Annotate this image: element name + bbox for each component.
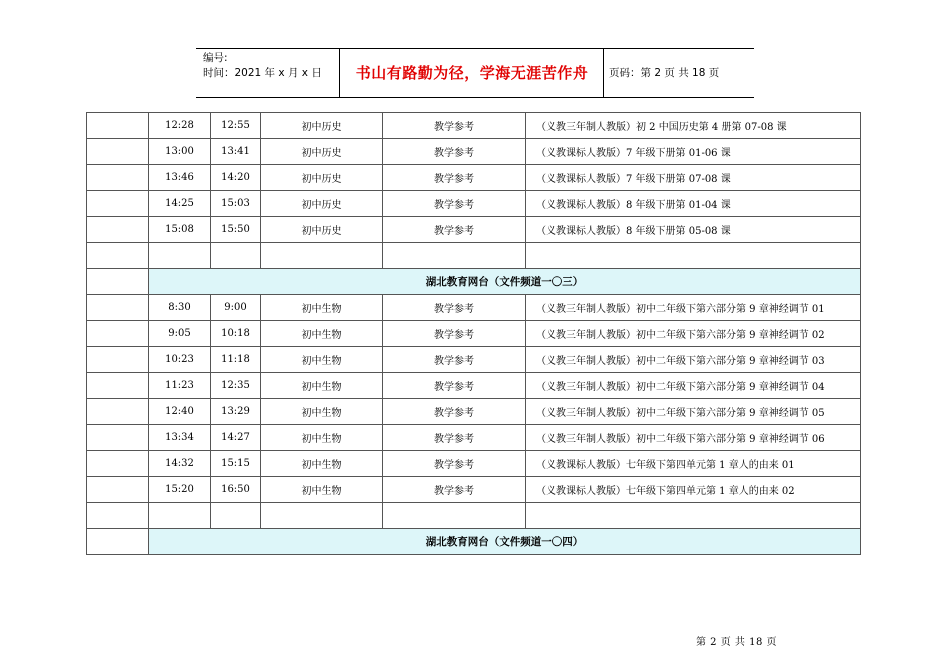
category-cell: 教学参考 — [383, 451, 526, 477]
category-cell — [383, 503, 526, 529]
subject-cell: 初中生物 — [261, 399, 383, 425]
category-cell: 教学参考 — [383, 113, 526, 139]
start-time-cell: 12:40 — [149, 399, 211, 425]
page-footer: 第 2 页 共 18 页 — [696, 637, 777, 648]
table-row — [87, 399, 861, 425]
header-divider-right — [603, 48, 604, 98]
category-cell: 教学参考 — [383, 399, 526, 425]
start-time-cell: 10:23 — [149, 347, 211, 373]
table-row — [87, 295, 861, 321]
table-row — [87, 373, 861, 399]
category-cell: 教学参考 — [383, 373, 526, 399]
subject-cell: 初中生物 — [261, 347, 383, 373]
description-cell: （义教三年制人教版）初 2 中国历史第 4 册第 07-08 课 — [526, 113, 861, 139]
start-time-cell: 8:30 — [149, 295, 211, 321]
category-cell — [383, 243, 526, 269]
subject-cell: 初中生物 — [261, 373, 383, 399]
section-title: 湖北教育网台（文件频道一〇四） — [149, 529, 861, 555]
start-time-cell: 14:25 — [149, 191, 211, 217]
category-cell: 教学参考 — [383, 165, 526, 191]
category-cell: 教学参考 — [383, 425, 526, 451]
table-row — [87, 165, 861, 191]
table-row — [87, 217, 861, 243]
start-time-cell — [149, 503, 211, 529]
description-cell: （义教三年制人教版）初中二年级下第六部分第 9 章神经调节 04 — [526, 373, 861, 399]
description-cell: （义教课标人教版）七年级下第四单元第 1 章人的由来 01 — [526, 451, 861, 477]
channel-cell — [87, 269, 149, 295]
end-time-cell — [211, 243, 261, 269]
description-cell: （义教三年制人教版）初中二年级下第六部分第 9 章神经调节 02 — [526, 321, 861, 347]
channel-cell — [87, 191, 149, 217]
empty-row — [87, 243, 861, 269]
end-time-cell: 13:29 — [211, 399, 261, 425]
end-time-cell: 14:27 — [211, 425, 261, 451]
subject-cell: 初中历史 — [261, 165, 383, 191]
subject-cell: 初中生物 — [261, 451, 383, 477]
description-cell: （义教三年制人教版）初中二年级下第六部分第 9 章神经调节 01 — [526, 295, 861, 321]
description-cell: （义教三年制人教版）初中二年级下第六部分第 9 章神经调节 05 — [526, 399, 861, 425]
end-time-cell: 14:20 — [211, 165, 261, 191]
start-time-cell: 12:28 — [149, 113, 211, 139]
category-cell: 教学参考 — [383, 139, 526, 165]
table-row — [87, 451, 861, 477]
channel-cell — [87, 243, 149, 269]
subject-cell — [261, 243, 383, 269]
channel-cell — [87, 399, 149, 425]
end-time-cell: 13:41 — [211, 139, 261, 165]
description-cell: （义教课标人教版）7 年级下册第 01-06 课 — [526, 139, 861, 165]
table-row — [87, 347, 861, 373]
end-time-cell: 12:55 — [211, 113, 261, 139]
category-cell: 教学参考 — [383, 191, 526, 217]
start-time-cell: 13:46 — [149, 165, 211, 191]
header-page-info: 页码：第 2 页 共 18 页 — [609, 67, 720, 79]
start-time-cell — [149, 243, 211, 269]
channel-cell — [87, 503, 149, 529]
header-bottom-rule — [196, 97, 754, 98]
subject-cell — [261, 503, 383, 529]
description-cell: （义教课标人教版）七年级下第四单元第 1 章人的由来 02 — [526, 477, 861, 503]
channel-cell — [87, 139, 149, 165]
start-time-cell: 13:00 — [149, 139, 211, 165]
subject-cell: 初中生物 — [261, 477, 383, 503]
motto-text: 书山有路勤为径，学海无涯苦作舟 — [355, 64, 589, 82]
start-time-cell: 11:23 — [149, 373, 211, 399]
end-time-cell — [211, 503, 261, 529]
end-time-cell: 15:03 — [211, 191, 261, 217]
description-cell: （义教课标人教版）7 年级下册第 07-08 课 — [526, 165, 861, 191]
header-divider-left — [339, 48, 340, 98]
description-cell — [526, 243, 861, 269]
channel-cell — [87, 321, 149, 347]
channel-cell — [87, 425, 149, 451]
page-header — [196, 48, 754, 98]
table-row — [87, 321, 861, 347]
subject-cell: 初中生物 — [261, 295, 383, 321]
start-time-cell: 13:34 — [149, 425, 211, 451]
description-cell: （义教课标人教版）8 年级下册第 05-08 课 — [526, 217, 861, 243]
section-row — [87, 269, 861, 295]
empty-row — [87, 503, 861, 529]
description-cell — [526, 503, 861, 529]
channel-cell — [87, 217, 149, 243]
end-time-cell: 15:15 — [211, 451, 261, 477]
table-row — [87, 191, 861, 217]
channel-cell — [87, 113, 149, 139]
table-row — [87, 139, 861, 165]
end-time-cell: 11:18 — [211, 347, 261, 373]
end-time-cell: 16:50 — [211, 477, 261, 503]
channel-cell — [87, 477, 149, 503]
category-cell: 教学参考 — [383, 321, 526, 347]
schedule-table — [86, 112, 861, 555]
table-row — [87, 113, 861, 139]
table-row — [87, 477, 861, 503]
header-top-rule — [196, 48, 754, 49]
start-time-cell: 9:05 — [149, 321, 211, 347]
start-time-cell: 14:32 — [149, 451, 211, 477]
description-cell: （义教三年制人教版）初中二年级下第六部分第 9 章神经调节 06 — [526, 425, 861, 451]
category-cell: 教学参考 — [383, 295, 526, 321]
edit-number-label: 编号: — [203, 52, 228, 64]
start-time-cell: 15:20 — [149, 477, 211, 503]
channel-cell — [87, 529, 149, 555]
subject-cell: 初中历史 — [261, 113, 383, 139]
table-row — [87, 425, 861, 451]
channel-cell — [87, 347, 149, 373]
date-label: 时间：2021 年 x 月 x 日 — [203, 67, 322, 79]
end-time-cell: 12:35 — [211, 373, 261, 399]
schedule-table-body — [87, 113, 861, 555]
end-time-cell: 9:00 — [211, 295, 261, 321]
subject-cell: 初中历史 — [261, 191, 383, 217]
subject-cell: 初中生物 — [261, 425, 383, 451]
channel-cell — [87, 451, 149, 477]
category-cell: 教学参考 — [383, 347, 526, 373]
description-cell: （义教三年制人教版）初中二年级下第六部分第 9 章神经调节 03 — [526, 347, 861, 373]
description-cell: （义教课标人教版）8 年级下册第 01-04 课 — [526, 191, 861, 217]
subject-cell: 初中生物 — [261, 321, 383, 347]
end-time-cell: 10:18 — [211, 321, 261, 347]
header-meta — [203, 51, 322, 81]
channel-cell — [87, 165, 149, 191]
subject-cell: 初中历史 — [261, 217, 383, 243]
category-cell: 教学参考 — [383, 217, 526, 243]
channel-cell — [87, 373, 149, 399]
category-cell: 教学参考 — [383, 477, 526, 503]
channel-cell — [87, 295, 149, 321]
subject-cell: 初中历史 — [261, 139, 383, 165]
section-title: 湖北教育网台（文件频道一〇三） — [149, 269, 861, 295]
section-row — [87, 529, 861, 555]
start-time-cell: 15:08 — [149, 217, 211, 243]
end-time-cell: 15:50 — [211, 217, 261, 243]
